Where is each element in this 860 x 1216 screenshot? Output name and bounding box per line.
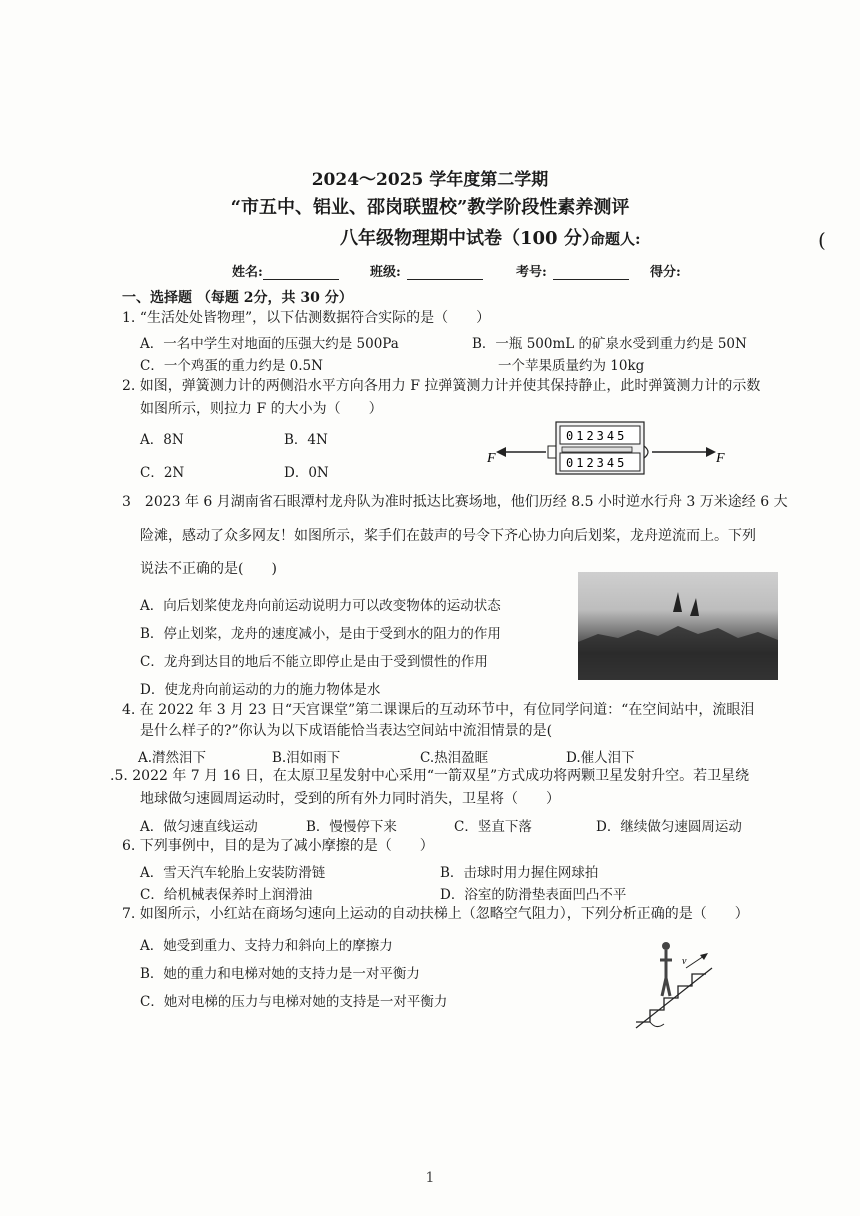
question-2-stem: 2. 如图，弹簧测力计的两侧沿水平方向各用力 F 拉弹簧测力计并使其保持静止，此时弹簧测力计的示数 bbox=[122, 378, 761, 394]
scale-bottom-numbers: 012345 bbox=[566, 456, 628, 470]
question-4-stem: 4. 在 2022 年 3 月 23 日“天宫课堂”第二课课后的互动环节中，有位同学问道：“在空间站中，流眼泪 bbox=[122, 702, 755, 718]
question-7-option-b[interactable]: B．她的重力和电梯对她的支持力是一对平衡力 bbox=[140, 966, 420, 982]
escalator-rail bbox=[636, 968, 712, 1028]
question-2-option-a[interactable]: A．8N bbox=[140, 432, 184, 448]
question-6-option-b[interactable]: B．击球时用力握住网球拍 bbox=[440, 865, 599, 881]
name-field[interactable] bbox=[232, 261, 339, 280]
name-label: 姓名: bbox=[232, 265, 263, 280]
exam-paper-title: 八年级物理期中试卷（100 分） bbox=[340, 228, 600, 249]
margin-paren: ( bbox=[818, 228, 826, 252]
question-5-option-b[interactable]: B．慢慢停下来 bbox=[306, 819, 397, 835]
question-2-option-b[interactable]: B．4N bbox=[284, 432, 328, 448]
exam-id-label: 考号: bbox=[516, 265, 547, 280]
question-3-option-c[interactable]: C．龙舟到达目的地后不能立即停止是由于受到惯性的作用 bbox=[140, 654, 488, 670]
question-4-option-d[interactable]: D.催人泪下 bbox=[566, 750, 635, 766]
question-7-stem: 7. 如图所示，小红站在商场匀速向上运动的自动扶梯上（忽略空气阻力），下列分析正确的是（ ） bbox=[122, 906, 749, 922]
person-body bbox=[660, 950, 672, 996]
dragon-boat-photo bbox=[578, 572, 778, 680]
class-label: 班级: bbox=[370, 265, 401, 280]
escalator-base bbox=[650, 1022, 664, 1027]
question-4-option-c[interactable]: C.热泪盈眶 bbox=[420, 750, 489, 766]
question-5-stem: .5. 2022 年 7 月 16 日，在太原卫星发射中心采用“一箭双星”方式成功将两颗卫星发射升空。若卫星绕 bbox=[110, 768, 750, 784]
score-label: 得分: bbox=[650, 265, 681, 280]
section-title: 一、选择题 （每题 2分，共 30 分） bbox=[122, 290, 353, 306]
question-1-option-a[interactable]: A．一名中学生对地面的压强大约是 500Pa bbox=[140, 336, 399, 352]
velocity-arrow bbox=[686, 956, 704, 968]
left-arrow-icon bbox=[496, 447, 506, 457]
question-3-option-b[interactable]: B．停止划桨，龙舟的速度减小，是由于受到水的阻力的作用 bbox=[140, 626, 501, 642]
page-number: 1 bbox=[425, 1170, 435, 1186]
right-arrow-icon bbox=[706, 447, 716, 457]
question-3-stem: 3 2023 年 6 月湖南省石眼潭村龙舟队为准时抵达比赛场地，他们历经 8.5 小时逆水行舟 3 万米途经 6 大 bbox=[122, 494, 788, 510]
question-3-stem-cont2: 说法不正确的是( ) bbox=[140, 561, 277, 577]
question-2-option-d[interactable]: D．0N bbox=[284, 465, 329, 481]
question-3-option-d[interactable]: D．使龙舟向前运动的力的施力物体是水 bbox=[140, 682, 381, 698]
question-5-option-d[interactable]: D．继续做匀速圆周运动 bbox=[596, 819, 742, 835]
exam-id-blank[interactable] bbox=[553, 265, 629, 280]
escalator-figure bbox=[628, 938, 728, 1030]
question-6-option-d[interactable]: D．浴室的防滑垫表面凹凸不平 bbox=[440, 887, 627, 903]
exam-term-title: 2024～2025 学年度第二学期 bbox=[311, 170, 549, 190]
question-5-stem-cont: 地球做匀速圆周运动时，受到的所有外力同时消失，卫星将（ ） bbox=[140, 791, 560, 807]
exam-school-title: “市五中、铝业、邵岗联盟校”教学阶段性素养测评 bbox=[230, 197, 630, 218]
question-7-option-a[interactable]: A．她受到重力、支持力和斜向上的摩擦力 bbox=[140, 938, 393, 954]
question-1-stem: 1. “生活处处皆物理”，以下估测数据符合实际的是（ ） bbox=[122, 310, 491, 326]
question-4-stem-cont: 是什么样子的?”你认为以下成语能恰当表达空间站中流泪情景的是( bbox=[140, 723, 553, 739]
question-6-option-a[interactable]: A．雪天汽车轮胎上安装防滑链 bbox=[140, 865, 326, 881]
question-1-option-d[interactable]: 一个苹果质量约为 10kg bbox=[498, 358, 645, 374]
scale-spring bbox=[562, 447, 632, 452]
right-force-label: F bbox=[716, 451, 725, 466]
class-blank[interactable] bbox=[407, 265, 483, 280]
velocity-label: v bbox=[682, 956, 687, 967]
question-2-stem-cont: 如图所示，则拉力 F 的大小为（ ） bbox=[140, 401, 383, 417]
question-3-stem-cont: 险滩，感动了众多网友！如图所示，桨手们在鼓声的号令下齐心协力向后划桨，龙舟逆流而上。下列 bbox=[140, 528, 756, 544]
question-1-option-c[interactable]: C．一个鸡蛋的重力约是 0.5N bbox=[140, 358, 323, 374]
question-6-option-c[interactable]: C．给机械表保养时上润滑油 bbox=[140, 887, 313, 903]
question-7-option-c[interactable]: C．她对电梯的压力与电梯对她的支持是一对平衡力 bbox=[140, 994, 448, 1010]
question-2-option-c[interactable]: C．2N bbox=[140, 465, 185, 481]
name-blank[interactable] bbox=[263, 265, 339, 280]
spring-scale-figure bbox=[486, 420, 726, 478]
scale-top-numbers: 012345 bbox=[566, 429, 628, 443]
class-field[interactable] bbox=[370, 261, 483, 280]
left-force-label: F bbox=[487, 451, 496, 466]
velocity-arrow-head bbox=[700, 953, 708, 960]
question-4-option-a[interactable]: A.潸然泪下 bbox=[138, 750, 207, 766]
scale-hook-left bbox=[548, 446, 556, 458]
question-5-option-c[interactable]: C．竖直下落 bbox=[454, 819, 532, 835]
question-5-option-a[interactable]: A．做匀速直线运动 bbox=[140, 819, 258, 835]
question-3-option-a[interactable]: A．向后划桨使龙舟向前运动说明力可以改变物体的运动状态 bbox=[140, 598, 501, 614]
exam-id-field[interactable] bbox=[516, 261, 629, 280]
author-label: 命题人: bbox=[590, 230, 641, 248]
question-4-option-b[interactable]: B.泪如雨下 bbox=[272, 750, 341, 766]
rowers-silhouette bbox=[578, 572, 778, 680]
question-6-stem: 6. 下列事例中，目的是为了减小摩擦的是（ ） bbox=[122, 838, 434, 854]
person-head bbox=[662, 942, 670, 950]
question-1-option-b[interactable]: B．一瓶 500mL 的矿泉水受到重力约是 50N bbox=[472, 336, 747, 352]
